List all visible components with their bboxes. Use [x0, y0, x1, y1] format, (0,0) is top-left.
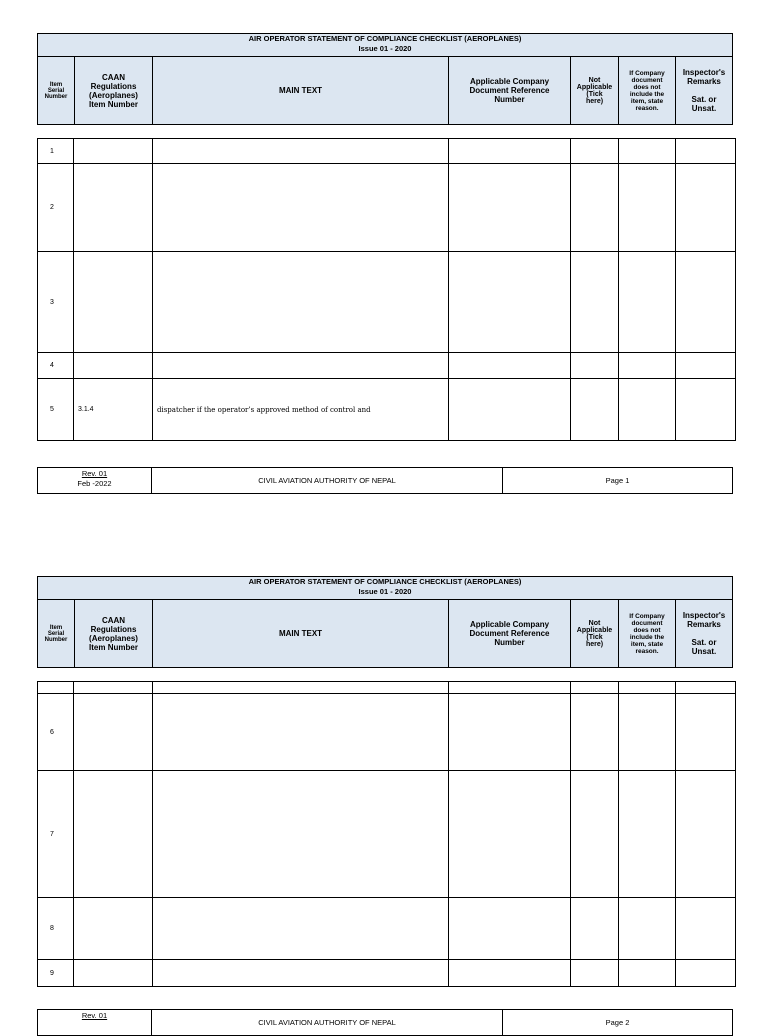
table-row: [38, 694, 736, 771]
row-doc-reference[interactable]: [449, 960, 571, 987]
header-title-line1: AIR OPERATOR STATEMENT OF COMPLIANCE CHECKLIST (AEROPLANES): [248, 577, 522, 586]
row-main-text[interactable]: [153, 164, 449, 252]
row-regulation[interactable]: [74, 353, 153, 379]
row-doc-reference[interactable]: [449, 164, 571, 252]
row-not-applicable[interactable]: [571, 960, 619, 987]
row-regulation[interactable]: [74, 694, 153, 771]
row-main-text[interactable]: [153, 682, 449, 694]
row-number: 6: [38, 694, 74, 771]
row-remarks[interactable]: [676, 960, 736, 987]
row-reason[interactable]: [619, 353, 676, 379]
row-remarks[interactable]: [676, 164, 736, 252]
row-number: 4: [38, 353, 74, 379]
footer-organization: CIVIL AVIATION AUTHORITY OF NEPAL: [152, 468, 503, 493]
table-row: [38, 682, 736, 694]
row-reason[interactable]: [619, 771, 676, 898]
row-not-applicable[interactable]: [571, 682, 619, 694]
row-remarks[interactable]: [676, 252, 736, 353]
row-regulation[interactable]: [74, 771, 153, 898]
row-doc-reference[interactable]: [449, 139, 571, 164]
row-main-text[interactable]: [153, 139, 449, 164]
row-remarks[interactable]: [676, 353, 736, 379]
table-row: [38, 898, 736, 960]
table-row: [38, 139, 736, 164]
col-caan-regulations: CAAN Regulations (Aeroplanes) Item Number: [75, 600, 153, 667]
header-title-line1: AIR OPERATOR STATEMENT OF COMPLIANCE CHECKLIST (AEROPLANES): [248, 34, 522, 43]
row-remarks[interactable]: [676, 694, 736, 771]
col-item-serial: Item Serial Number: [38, 57, 75, 124]
table-row: [38, 379, 736, 441]
table-row: [38, 252, 736, 353]
col-inspector-remarks: Inspector's Remarks Sat. or Unsat.: [682, 68, 726, 113]
checklist-table-page1: [37, 138, 736, 441]
row-doc-reference[interactable]: [449, 771, 571, 898]
col-main-text: MAIN TEXT: [153, 600, 449, 667]
row-not-applicable[interactable]: [571, 353, 619, 379]
page-footer-2: [37, 1009, 733, 1036]
col-doc-reference: Applicable Company Document Reference Number: [449, 57, 571, 124]
row-number: 9: [38, 960, 74, 987]
col-reason: If Company document does not include the item, state reason.: [619, 57, 676, 124]
row-regulation[interactable]: [74, 960, 153, 987]
row-not-applicable[interactable]: [571, 771, 619, 898]
row-remarks[interactable]: [676, 379, 736, 441]
row-not-applicable[interactable]: [571, 898, 619, 960]
footer-revision: [38, 1010, 152, 1035]
row-regulation[interactable]: 3.1.4: [74, 379, 153, 441]
row-regulation[interactable]: [74, 898, 153, 960]
footer-page-number: Page 1: [605, 476, 630, 485]
footer-date: Feb -2022: [77, 479, 112, 488]
checklist-header-page2: [37, 576, 733, 668]
row-number: [38, 682, 74, 694]
row-number: 5: [38, 379, 74, 441]
row-reason[interactable]: [619, 694, 676, 771]
header-title-line2: Issue 01 - 2020: [358, 44, 412, 53]
row-main-text[interactable]: dispatcher if the operator’s approved method of control and: [153, 379, 449, 441]
page-footer-1: [37, 467, 733, 494]
row-main-text[interactable]: [153, 353, 449, 379]
row-not-applicable[interactable]: [571, 694, 619, 771]
col-inspector-remarks: Inspector's Remarks Sat. or Unsat.: [682, 611, 726, 656]
footer-revision: [38, 468, 152, 493]
col-reason: If Company document does not include the item, state reason.: [619, 600, 676, 667]
row-remarks[interactable]: [676, 898, 736, 960]
table-row: [38, 960, 736, 987]
row-number: 2: [38, 164, 74, 252]
row-reason[interactable]: [619, 139, 676, 164]
row-reason[interactable]: [619, 252, 676, 353]
col-not-applicable: Not Applicable (Tick here): [571, 600, 619, 667]
row-doc-reference[interactable]: [449, 353, 571, 379]
row-doc-reference[interactable]: [449, 379, 571, 441]
row-reason[interactable]: [619, 682, 676, 694]
row-number: 3: [38, 252, 74, 353]
row-remarks[interactable]: [676, 139, 736, 164]
row-not-applicable[interactable]: [571, 139, 619, 164]
header-title: [38, 34, 732, 57]
checklist-table-page2: [37, 681, 736, 987]
footer-rev: Rev. 01: [81, 469, 108, 478]
row-regulation[interactable]: [74, 139, 153, 164]
row-regulation[interactable]: [74, 164, 153, 252]
table-row: [38, 164, 736, 252]
row-regulation[interactable]: [74, 252, 153, 353]
checklist-header-page1: [37, 33, 733, 125]
row-main-text[interactable]: [153, 694, 449, 771]
row-not-applicable[interactable]: [571, 164, 619, 252]
row-not-applicable[interactable]: [571, 252, 619, 353]
row-reason[interactable]: [619, 960, 676, 987]
footer-page-number: Page 2: [605, 1018, 630, 1027]
row-main-text[interactable]: [153, 771, 449, 898]
header-title-line2: Issue 01 - 2020: [358, 587, 412, 596]
row-number: 8: [38, 898, 74, 960]
row-remarks[interactable]: [676, 771, 736, 898]
col-not-applicable: Not Applicable (Tick here): [571, 57, 619, 124]
row-number: 7: [38, 771, 74, 898]
row-number: 1: [38, 139, 74, 164]
row-remarks[interactable]: [676, 682, 736, 694]
col-main-text: MAIN TEXT: [153, 57, 449, 124]
row-reason[interactable]: [619, 898, 676, 960]
row-reason[interactable]: [619, 164, 676, 252]
table-row: [38, 353, 736, 379]
row-doc-reference[interactable]: [449, 682, 571, 694]
footer-rev: Rev. 01: [81, 1011, 108, 1020]
header-title: [38, 577, 732, 600]
row-doc-reference[interactable]: [449, 898, 571, 960]
row-reason[interactable]: [619, 379, 676, 441]
row-main-text[interactable]: [153, 252, 449, 353]
row-doc-reference[interactable]: [449, 252, 571, 353]
row-not-applicable[interactable]: [571, 379, 619, 441]
row-main-text[interactable]: [153, 898, 449, 960]
col-doc-reference: Applicable Company Document Reference Number: [449, 600, 571, 667]
table-row: [38, 771, 736, 898]
row-regulation[interactable]: [74, 682, 153, 694]
col-item-serial: Item Serial Number: [38, 600, 75, 667]
row-doc-reference[interactable]: [449, 694, 571, 771]
col-caan-regulations: CAAN Regulations (Aeroplanes) Item Number: [75, 57, 153, 124]
footer-organization: CIVIL AVIATION AUTHORITY OF NEPAL: [152, 1010, 503, 1035]
row-main-text[interactable]: [153, 960, 449, 987]
